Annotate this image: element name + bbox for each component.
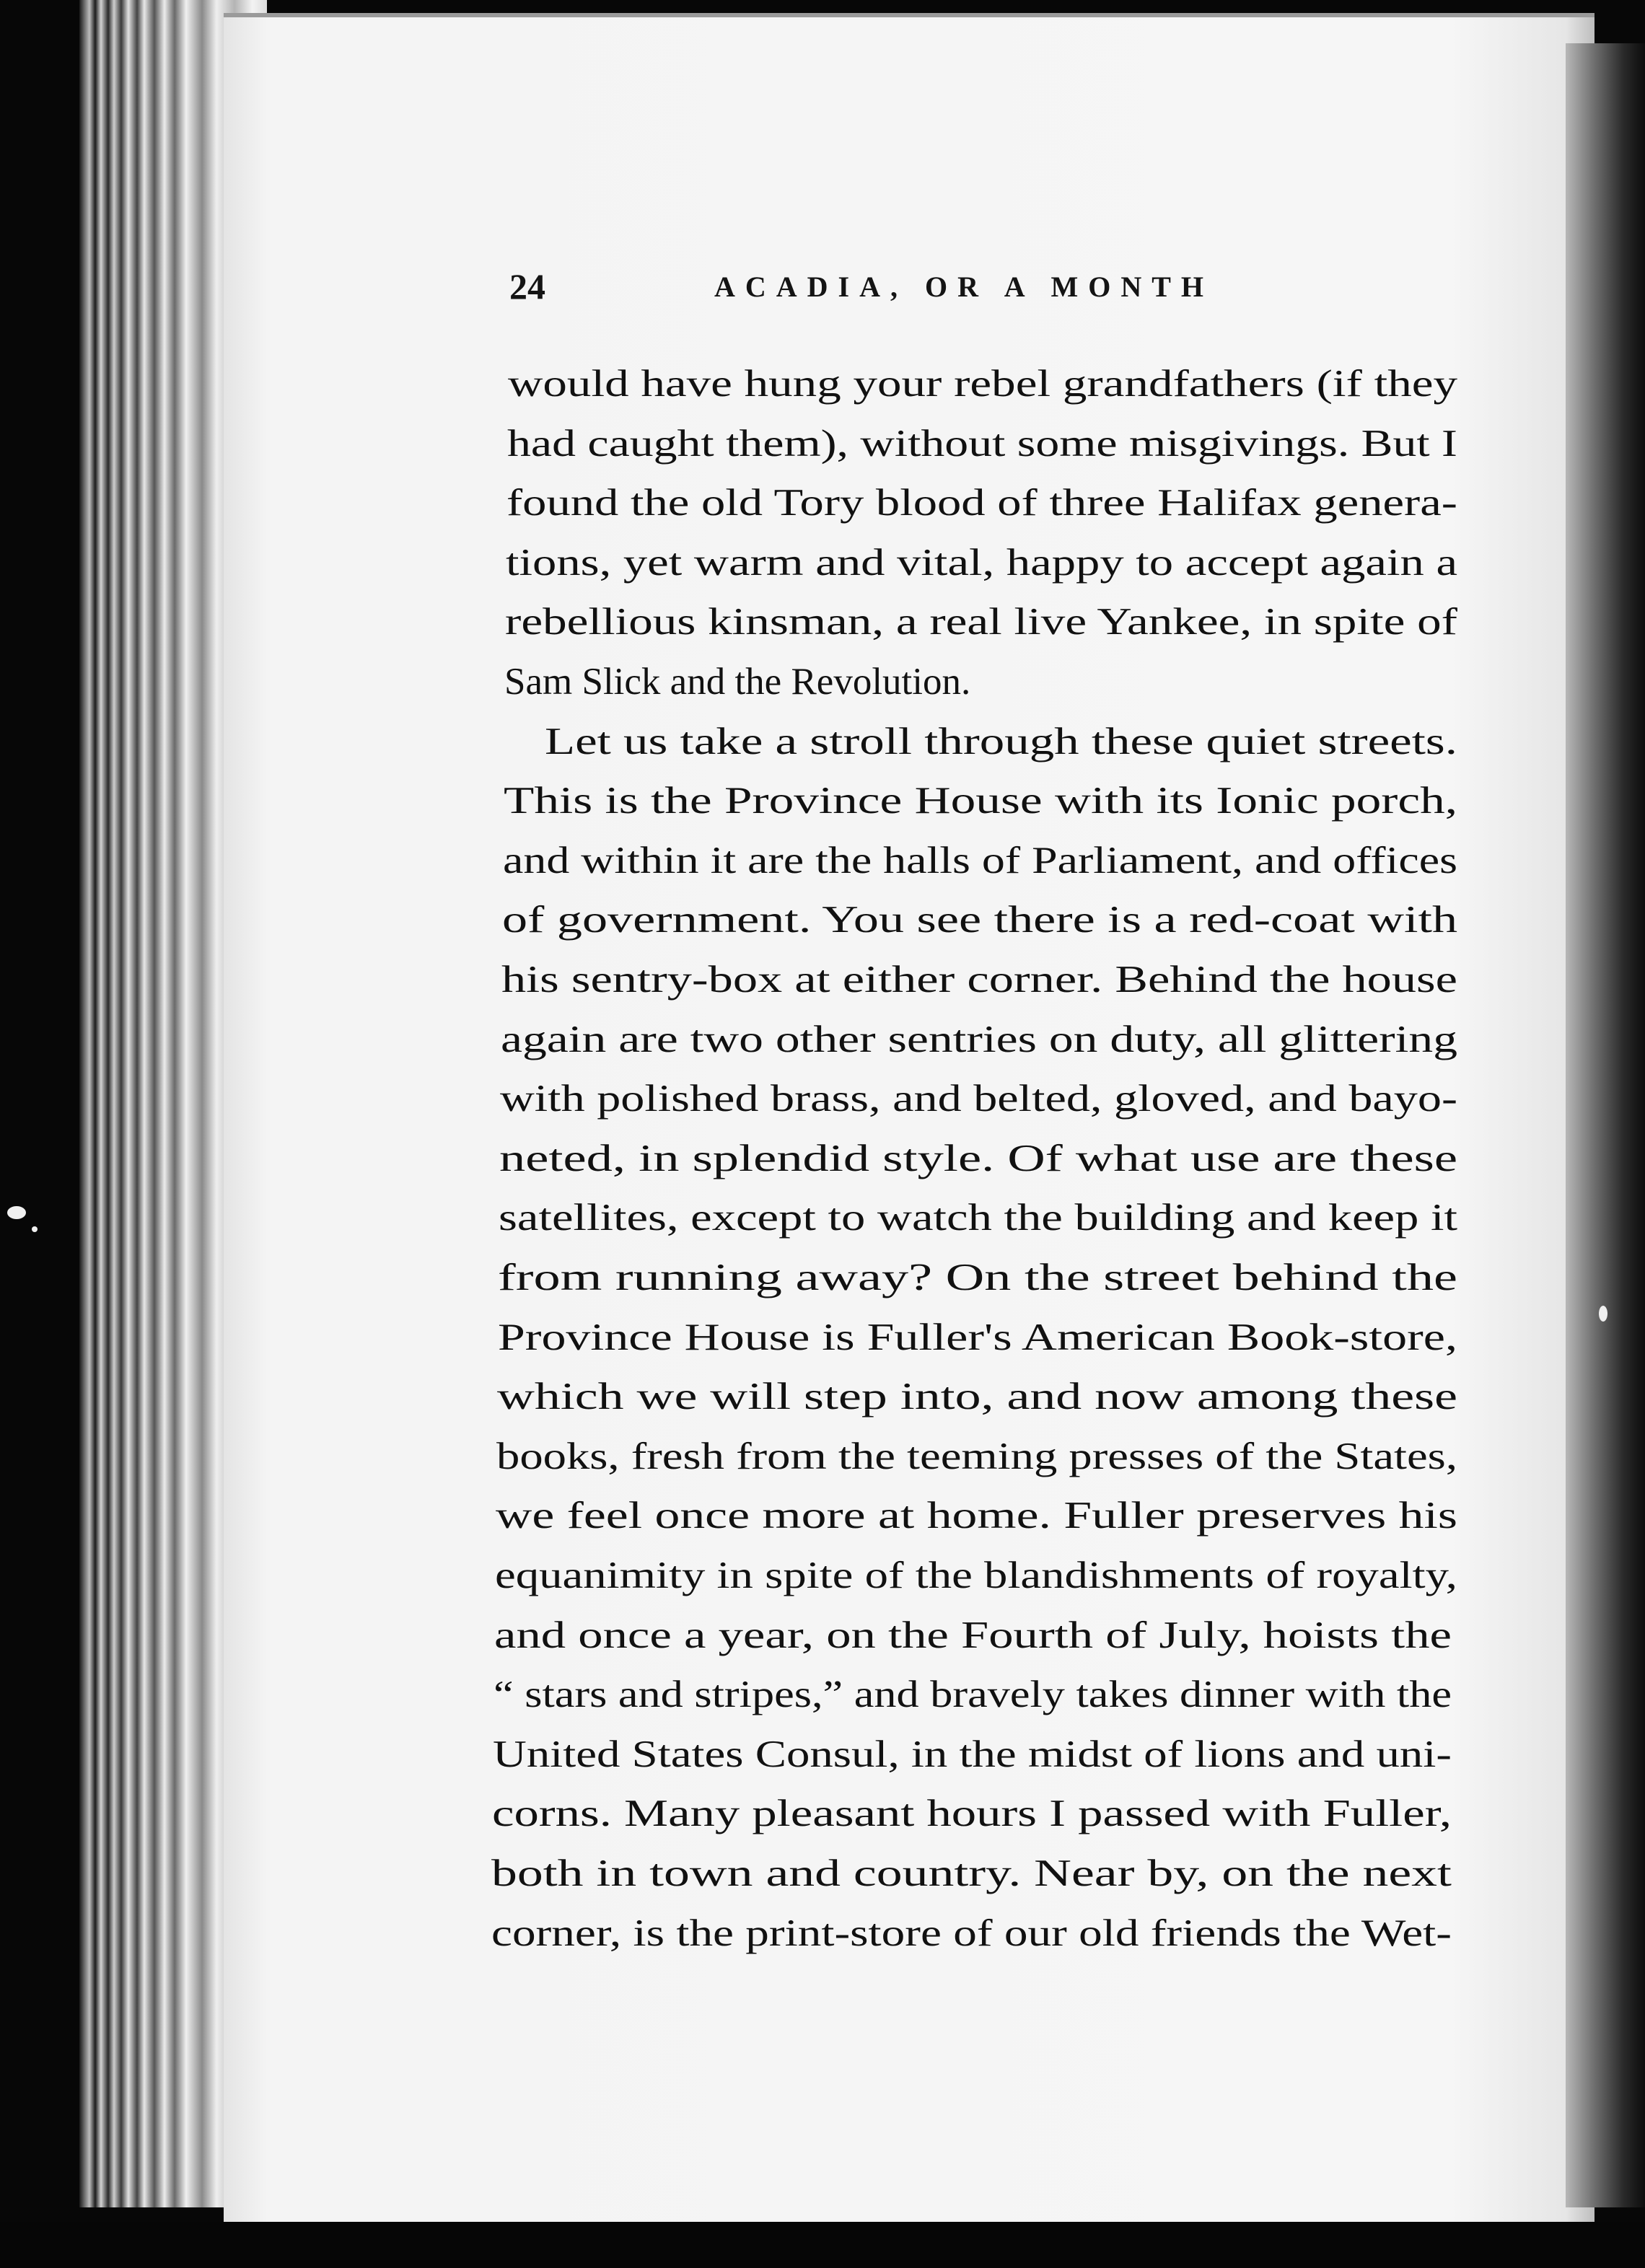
text-line: corner, is the print-store of our old friends the Wet- (491, 1912, 1452, 1954)
text-line: would have hung your rebel grandfathers (if they (508, 363, 1458, 405)
text-line: Let us take a stroll through these quiet streets. (545, 720, 1457, 762)
text-line: we feel once more at home. Fuller preserves his (496, 1495, 1458, 1537)
text-line: Sam Slick and the Revolution. (504, 661, 971, 703)
text-line: found the old Tory blood of three Halifax genera- (506, 482, 1457, 524)
text-line: and within it are the halls of Parliament, and offices (503, 839, 1457, 882)
text-line: neted, in splendid style. Of what use are these (499, 1137, 1457, 1179)
page-number: 24 (509, 266, 545, 307)
text-line: from running away? On the street behind the (498, 1257, 1457, 1298)
text-line: equanimity in spite of the blandishments of royalty, (495, 1555, 1457, 1596)
text-line: again are two other sentries on duty, all glittering (501, 1018, 1457, 1060)
text-line: with polished brass, and belted, gloved, and bayo- (500, 1078, 1458, 1120)
running-head: ACADIA, OR A MONTH (714, 271, 1214, 303)
text-line: which we will step into, and now among these (497, 1376, 1458, 1418)
text-line: both in town and country. Near by, on the next (491, 1852, 1452, 1894)
text-line: of government. You see there is a red-coat with (502, 899, 1458, 941)
text-line: “ stars and stripes,” and bravely takes dinner with the (494, 1674, 1452, 1716)
text-line: rebellious kinsman, a real live Yankee, in spite of (505, 601, 1458, 643)
text-line: had caught them), without some misgivings. But I (507, 422, 1457, 465)
text-line: and once a year, on the Fourth of July, hoists the (494, 1614, 1452, 1656)
text-line: tions, yet warm and vital, happy to accept again a (506, 541, 1458, 584)
text-line: books, fresh from the teeming presses of the States, (496, 1435, 1457, 1477)
text-line: corns. Many pleasant hours I passed with Fuller, (492, 1793, 1452, 1835)
text-line: satellites, except to watch the building and keep it (499, 1197, 1458, 1239)
text-line: his sentry-box at either corner. Behind the house (501, 959, 1457, 1001)
text-line: United States Consul, in the midst of lions and uni- (493, 1733, 1452, 1775)
text-line: This is the Province House with its Ionic porch, (504, 780, 1458, 822)
text-line: Province House is Fuller's American Book-store, (498, 1316, 1457, 1358)
